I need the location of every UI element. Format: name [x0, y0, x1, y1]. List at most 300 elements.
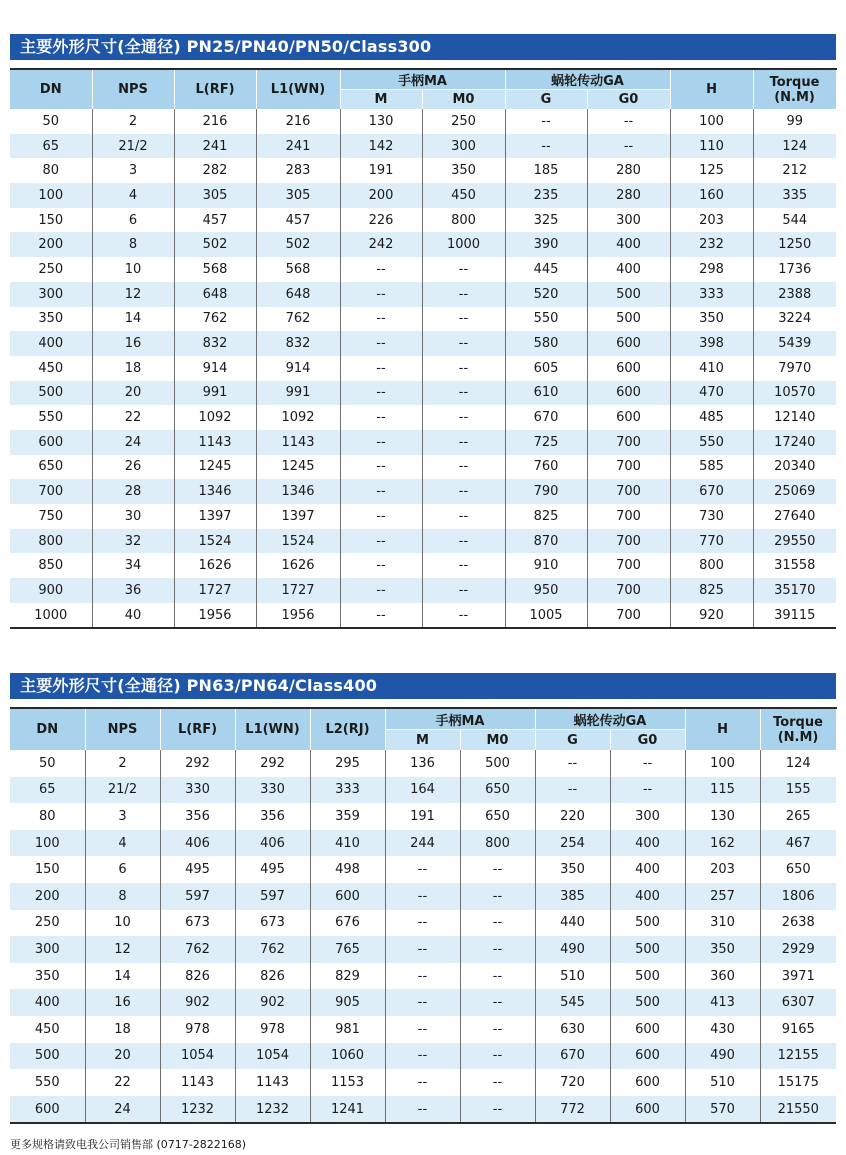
table-cell: 242 [340, 232, 422, 257]
table-cell: 16 [85, 989, 160, 1016]
table-cell: -- [460, 883, 535, 910]
table-cell: -- [422, 282, 505, 307]
table-cell: 310 [685, 910, 760, 937]
table-row [10, 381, 836, 406]
table-cell: 350 [10, 963, 85, 990]
header-l1-wn: L1(WN) [235, 708, 310, 750]
table-cell: 502 [174, 232, 256, 257]
table-cell: 24 [92, 430, 174, 455]
table-cell: 600 [610, 1069, 685, 1096]
header-handle-group: 手柄MA [385, 708, 535, 730]
table-cell: 2929 [760, 936, 836, 963]
table-cell: 545 [535, 989, 610, 1016]
table-cell: 750 [10, 504, 92, 529]
table-cell: 200 [10, 883, 85, 910]
table-cell: 400 [587, 257, 670, 282]
table-cell: 65 [10, 134, 92, 159]
header-nps: NPS [92, 69, 174, 109]
table-cell: -- [422, 479, 505, 504]
table-cell: 495 [235, 856, 310, 883]
table-cell: 18 [92, 356, 174, 381]
table-cell: -- [460, 910, 535, 937]
header-g: G [535, 730, 610, 751]
table-cell: 826 [160, 963, 235, 990]
table-cell: 160 [670, 183, 753, 208]
table-cell: 1806 [760, 883, 836, 910]
table-cell: -- [340, 282, 422, 307]
table-cell: -- [385, 1069, 460, 1096]
table-cell: 1143 [174, 430, 256, 455]
table-cell: 130 [685, 803, 760, 830]
table-cell: 257 [685, 883, 760, 910]
table-cell: 700 [587, 504, 670, 529]
table-cell: 100 [10, 183, 92, 208]
table-cell: 720 [535, 1069, 610, 1096]
table-cell: 280 [587, 158, 670, 183]
table-cell: 1143 [256, 430, 340, 455]
table-cell: -- [535, 750, 610, 777]
table-cell: 280 [587, 183, 670, 208]
table-cell: 12155 [760, 1043, 836, 1070]
header-g: G [505, 90, 587, 110]
table-cell: 292 [160, 750, 235, 777]
table-row [10, 504, 836, 529]
table-cell: -- [340, 529, 422, 554]
table-cell: 597 [160, 883, 235, 910]
table-cell: 457 [174, 208, 256, 233]
table-cell: 356 [235, 803, 310, 830]
table-cell: 450 [10, 356, 92, 381]
table-cell: 600 [587, 331, 670, 356]
table-cell: 700 [587, 430, 670, 455]
table-cell: -- [587, 134, 670, 159]
table-cell: 648 [256, 282, 340, 307]
table-cell: 155 [760, 777, 836, 804]
table-cell: -- [422, 356, 505, 381]
table-cell: 400 [610, 856, 685, 883]
table-cell: -- [422, 257, 505, 282]
table-cell: 115 [685, 777, 760, 804]
table-row [10, 282, 836, 307]
table-row [10, 883, 836, 910]
table-cell: 700 [587, 603, 670, 629]
header-torque: Torque (N.M) [753, 69, 836, 109]
table-cell: -- [340, 553, 422, 578]
table-cell: 850 [10, 553, 92, 578]
table-cell: 902 [160, 989, 235, 1016]
table-cell: 502 [256, 232, 340, 257]
table-cell: 12140 [753, 405, 836, 430]
table-cell: 150 [10, 856, 85, 883]
table-cell: 673 [160, 910, 235, 937]
table-cell: 1232 [160, 1096, 235, 1124]
table-cell: 1245 [174, 455, 256, 480]
table-row [10, 936, 836, 963]
table-cell: 1054 [235, 1043, 310, 1070]
table-cell: 8 [92, 232, 174, 257]
table-cell: -- [340, 455, 422, 480]
table-row [10, 134, 836, 159]
table-cell: 400 [10, 331, 92, 356]
table-cell: 500 [610, 936, 685, 963]
table-cell: 978 [235, 1016, 310, 1043]
table-cell: 700 [587, 479, 670, 504]
table-cell: 730 [670, 504, 753, 529]
table-cell: 600 [10, 430, 92, 455]
table-cell: 1092 [256, 405, 340, 430]
table-cell: 950 [505, 578, 587, 603]
table-cell: 400 [610, 830, 685, 857]
table-cell: -- [422, 331, 505, 356]
table-row [10, 963, 836, 990]
header-nps: NPS [85, 708, 160, 750]
table-cell: 300 [610, 803, 685, 830]
table-cell: 825 [670, 578, 753, 603]
table-cell: 570 [685, 1096, 760, 1124]
table-cell: 910 [505, 553, 587, 578]
table-cell: 490 [685, 1043, 760, 1070]
table-row [10, 856, 836, 883]
table-cell: 28 [92, 479, 174, 504]
table-cell: 14 [92, 307, 174, 332]
table-cell: 330 [160, 777, 235, 804]
table-cell: 2638 [760, 910, 836, 937]
table-cell: 7970 [753, 356, 836, 381]
table-cell: 1956 [174, 603, 256, 629]
table-cell: 600 [587, 405, 670, 430]
table-cell: 14 [85, 963, 160, 990]
table-cell: 350 [422, 158, 505, 183]
table-cell: 21550 [760, 1096, 836, 1124]
table-cell: 241 [174, 134, 256, 159]
table-cell: 40 [92, 603, 174, 629]
table-section-2 [10, 673, 836, 1124]
header-m: M [385, 730, 460, 751]
table-cell: 991 [174, 381, 256, 406]
table-cell: 282 [174, 158, 256, 183]
table-cell: 406 [160, 830, 235, 857]
table-row [10, 430, 836, 455]
table-cell: 1000 [10, 603, 92, 629]
table-cell: 9165 [760, 1016, 836, 1043]
table-cell: 410 [670, 356, 753, 381]
header-dn: DN [10, 708, 85, 750]
table-cell: 17240 [753, 430, 836, 455]
table-cell: 1143 [235, 1069, 310, 1096]
table-cell: 1245 [256, 455, 340, 480]
table-cell: 770 [670, 529, 753, 554]
table-cell: 500 [10, 1043, 85, 1070]
table-cell: 250 [422, 109, 505, 134]
table-cell: 550 [10, 1069, 85, 1096]
table-cell: 650 [460, 777, 535, 804]
table-cell: -- [422, 504, 505, 529]
table-cell: 485 [670, 405, 753, 430]
table-cell: 600 [610, 1016, 685, 1043]
table-cell: 600 [610, 1043, 685, 1070]
table-cell: -- [422, 455, 505, 480]
table-cell: -- [460, 989, 535, 1016]
header-g0: G0 [610, 730, 685, 751]
table-cell: 700 [10, 479, 92, 504]
table-cell: 520 [505, 282, 587, 307]
table-cell: 15175 [760, 1069, 836, 1096]
table-cell: 6307 [760, 989, 836, 1016]
table-cell: 914 [256, 356, 340, 381]
table-cell: 600 [310, 883, 385, 910]
table-cell: 3971 [760, 963, 836, 990]
table-cell: 1524 [256, 529, 340, 554]
table-cell: 1143 [160, 1069, 235, 1096]
table-cell: 185 [505, 158, 587, 183]
table-row [10, 479, 836, 504]
table-cell: 1060 [310, 1043, 385, 1070]
table-cell: 580 [505, 331, 587, 356]
table-cell: 1397 [256, 504, 340, 529]
table-cell: 2 [85, 750, 160, 777]
table-row [10, 1069, 836, 1096]
table-cell: 142 [340, 134, 422, 159]
table-cell: 298 [670, 257, 753, 282]
table-row [10, 553, 836, 578]
table-cell: 772 [535, 1096, 610, 1124]
table-cell: -- [340, 603, 422, 629]
header-gear-group: 蜗轮传动GA [535, 708, 685, 730]
table-cell: 35170 [753, 578, 836, 603]
table-row [10, 1043, 836, 1070]
table-row [10, 989, 836, 1016]
table-2-title: 主要外形尺寸(全通径) PN63/PN64/Class400 [10, 673, 836, 699]
table-cell: 585 [670, 455, 753, 480]
table-cell: 500 [610, 910, 685, 937]
table-cell: 500 [610, 989, 685, 1016]
table-cell: -- [385, 883, 460, 910]
table-cell: 568 [256, 257, 340, 282]
table-cell: 510 [685, 1069, 760, 1096]
table-cell: 650 [460, 803, 535, 830]
header-gear-group: 蜗轮传动GA [505, 69, 670, 90]
table-row [10, 803, 836, 830]
table-cell: -- [340, 381, 422, 406]
table-cell: 350 [10, 307, 92, 332]
table-cell: 829 [310, 963, 385, 990]
table-cell: 500 [10, 381, 92, 406]
table-cell: 500 [610, 963, 685, 990]
table-cell: -- [422, 529, 505, 554]
table-cell: -- [422, 307, 505, 332]
table-cell: 670 [505, 405, 587, 430]
table-row [10, 109, 836, 134]
table-cell: 673 [235, 910, 310, 937]
table-cell: 305 [256, 183, 340, 208]
table-cell: 914 [174, 356, 256, 381]
table-row [10, 1096, 836, 1124]
table-cell: 762 [256, 307, 340, 332]
table-cell: 700 [587, 529, 670, 554]
table-cell: 430 [685, 1016, 760, 1043]
table-row [10, 307, 836, 332]
table-cell: 4 [92, 183, 174, 208]
table-row [10, 232, 836, 257]
header-h: H [685, 708, 760, 750]
table-cell: 1153 [310, 1069, 385, 1096]
table-cell: 20 [85, 1043, 160, 1070]
table-cell: 235 [505, 183, 587, 208]
header-h: H [670, 69, 753, 109]
table-cell: -- [385, 1096, 460, 1124]
table-cell: -- [385, 910, 460, 937]
table-cell: 500 [587, 307, 670, 332]
table-row [10, 529, 836, 554]
table-cell: 12 [85, 936, 160, 963]
table-cell: -- [422, 603, 505, 629]
table-cell: 32 [92, 529, 174, 554]
table-cell: 20340 [753, 455, 836, 480]
table-cell: 676 [310, 910, 385, 937]
table-cell: 80 [10, 158, 92, 183]
table-cell: -- [422, 381, 505, 406]
table-cell: -- [340, 257, 422, 282]
table-cell: 26 [92, 455, 174, 480]
table-cell: 905 [310, 989, 385, 1016]
table-cell: 31558 [753, 553, 836, 578]
table-cell: 800 [460, 830, 535, 857]
table-cell: 164 [385, 777, 460, 804]
table-cell: 832 [174, 331, 256, 356]
table-cell: 870 [505, 529, 587, 554]
table-cell: 283 [256, 158, 340, 183]
table-cell: 124 [753, 134, 836, 159]
table-cell: 1727 [174, 578, 256, 603]
table-cell: 978 [160, 1016, 235, 1043]
table-cell: 39115 [753, 603, 836, 629]
table-cell: 400 [610, 883, 685, 910]
table-cell: 648 [174, 282, 256, 307]
table-cell: 22 [92, 405, 174, 430]
table-cell: 1005 [505, 603, 587, 629]
table-cell: 226 [340, 208, 422, 233]
table-cell: 450 [10, 1016, 85, 1043]
table-cell: 295 [310, 750, 385, 777]
table-cell: 450 [422, 183, 505, 208]
header-l-rf: L(RF) [160, 708, 235, 750]
table-cell: 241 [256, 134, 340, 159]
table-cell: 6 [92, 208, 174, 233]
table-row [10, 750, 836, 777]
table-cell: 400 [587, 232, 670, 257]
table-cell: -- [422, 430, 505, 455]
table-cell: -- [422, 405, 505, 430]
table-row [10, 910, 836, 937]
table-cell: 550 [670, 430, 753, 455]
table-cell: 300 [587, 208, 670, 233]
table-cell: 216 [256, 109, 340, 134]
table-cell: -- [460, 936, 535, 963]
table-cell: 568 [174, 257, 256, 282]
table-cell: 495 [160, 856, 235, 883]
table-section-1 [10, 34, 836, 629]
table-cell: -- [610, 777, 685, 804]
table-cell: 1346 [256, 479, 340, 504]
table-cell: 406 [235, 830, 310, 857]
table-cell: 216 [174, 109, 256, 134]
header-torque: Torque (N.M) [760, 708, 836, 750]
table-cell: 191 [340, 158, 422, 183]
table-cell: 8 [85, 883, 160, 910]
table-cell: 800 [10, 529, 92, 554]
table-row [10, 405, 836, 430]
header-m: M [340, 90, 422, 110]
table-cell: -- [460, 1043, 535, 1070]
table-cell: -- [385, 989, 460, 1016]
table-cell: 305 [174, 183, 256, 208]
table-cell: -- [385, 1016, 460, 1043]
table-1-title: 主要外形尺寸(全通径) PN25/PN40/PN50/Class300 [10, 34, 836, 60]
table-cell: 24 [85, 1096, 160, 1124]
table-cell: 110 [670, 134, 753, 159]
table-cell: 470 [670, 381, 753, 406]
table-cell: 498 [310, 856, 385, 883]
table-row [10, 257, 836, 282]
header-l-rf: L(RF) [174, 69, 256, 109]
table-cell: 16 [92, 331, 174, 356]
table-cell: 25069 [753, 479, 836, 504]
table-cell: 360 [685, 963, 760, 990]
table-cell: 832 [256, 331, 340, 356]
table-cell: 760 [505, 455, 587, 480]
table-cell: 825 [505, 504, 587, 529]
table-cell: -- [340, 479, 422, 504]
header-dn: DN [10, 69, 92, 109]
table-cell: 244 [385, 830, 460, 857]
dimension-table-1 [10, 68, 837, 629]
table-cell: 5439 [753, 331, 836, 356]
header-g0: G0 [587, 90, 670, 110]
table-cell: -- [535, 777, 610, 804]
table-cell: 220 [535, 803, 610, 830]
table-cell: 762 [235, 936, 310, 963]
table-cell: 413 [685, 989, 760, 1016]
table-cell: 3 [85, 803, 160, 830]
table-cell: 900 [10, 578, 92, 603]
table-cell: 325 [505, 208, 587, 233]
table-cell: 800 [670, 553, 753, 578]
table-cell: 800 [422, 208, 505, 233]
table-row [10, 208, 836, 233]
table-cell: 250 [10, 257, 92, 282]
table-cell: -- [460, 1069, 535, 1096]
table-cell: 490 [535, 936, 610, 963]
table-cell: -- [460, 856, 535, 883]
table-cell: 265 [760, 803, 836, 830]
table-cell: 333 [670, 282, 753, 307]
table-cell: 124 [760, 750, 836, 777]
table-cell: 80 [10, 803, 85, 830]
table-cell: 3 [92, 158, 174, 183]
table-cell: 500 [587, 282, 670, 307]
table-row [10, 578, 836, 603]
table-cell: 981 [310, 1016, 385, 1043]
table-cell: 300 [10, 282, 92, 307]
table-row [10, 356, 836, 381]
table-cell: 650 [760, 856, 836, 883]
table-cell: 150 [10, 208, 92, 233]
table-cell: 125 [670, 158, 753, 183]
table-cell: 1626 [256, 553, 340, 578]
table-cell: 232 [670, 232, 753, 257]
table-cell: 1397 [174, 504, 256, 529]
table-cell: 610 [505, 381, 587, 406]
